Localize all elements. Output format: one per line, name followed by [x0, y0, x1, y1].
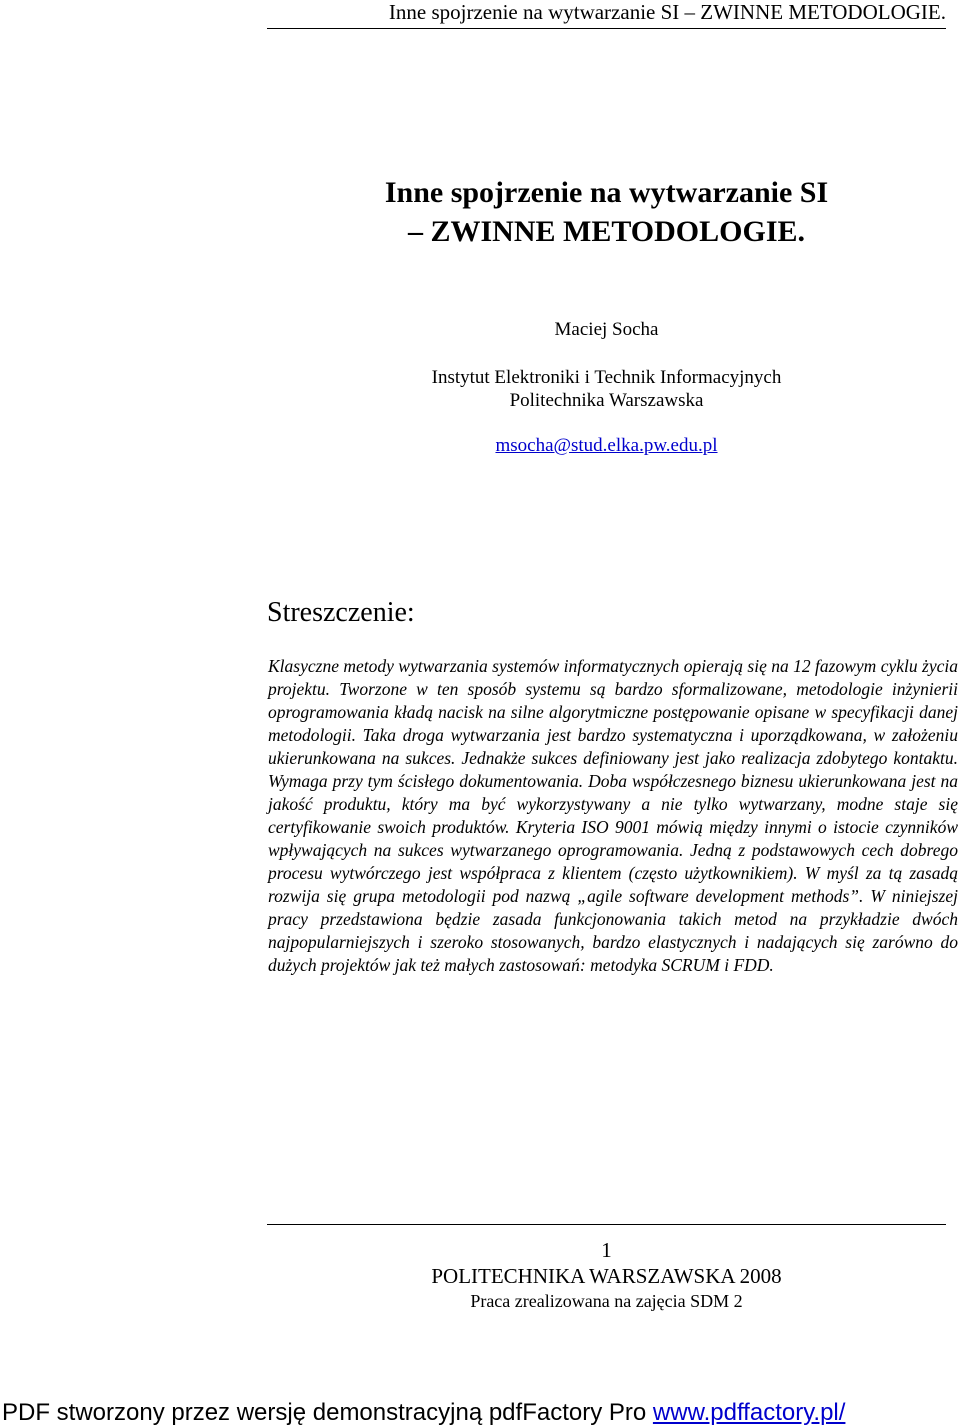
author-email-link[interactable]: msocha@stud.elka.pw.edu.pl [495, 435, 718, 456]
running-header: Inne spojrzenie na wytwarzanie SI – ZWINNE METODOLOGIE. [388, 0, 946, 24]
pdf-watermark-banner [2, 1399, 845, 1427]
pdf-banner-link[interactable]: www.pdffactory.pl/ [652, 1399, 846, 1426]
title-line-2: – ZWINNE METODOLOGIE. [407, 215, 806, 248]
author-name: Maciej Socha [554, 319, 659, 340]
header-rule [267, 28, 946, 29]
document-title [267, 173, 946, 251]
author-email-container [267, 434, 946, 457]
abstract-body: Klasyczne metody wytwarzania systemów informatycznych opierają się na 12 fazowym cyklu życia projektu. Tworzone w ten sposób systemu są bardzo sformalizowane, metodologie inżynierii oprogramowania kładą nacisk na silne algorytmiczne postępowanie opisane w specyfikacji danej metodologii. Taka droga wytwarzania jest bardzo systematyczna i uporządkowana, w założeniu ukierunkowana na sukces. Jednakże sukces definiowany jest jako realizacja zdobytego kontaktu. Wymaga przy tym ścisłego dokumentowania. Doba współczesnego biznesu ukierunkowana jest na jakość produktu, który ma być wykorzystywany a nie tylko wytwarzany, modne staje się certyfikowanie swoich produktów. Kryteria ISO 9001 mówią między innymi o istocie czynników wpływających na sukces wytwarzanego oprogramowania. Jedną z podstawowych cech dobrego procesu wytwórczego jest współpraca z klientem (często użytkownikiem). W myśl za tą zasadą rozwija się grupa metodologii pod nazwą „agile software development methods”. W niniejszej pracy przedstawiona będzie zasada funkcjonowania takich metod na przykładzie dwóch najpopularniejszych i szeroko stosowanych, bardzo elastycznych i nadających się zarówno do dużych projektów jak też małych zastosowań: metodyka SCRUM i FDD. [268, 656, 958, 975]
title-line-1: Inne spojrzenie na wytwarzanie SI [384, 176, 829, 209]
author-university: Politechnika Warszawska [509, 390, 704, 411]
abstract-heading: Streszczenie: [267, 597, 415, 628]
footer-rule [267, 1224, 946, 1225]
footer-note: Praca zrealizowana na zajęcia SDM 2 [470, 1291, 743, 1311]
author-institute: Instytut Elektroniki i Technik Informacyjnych [431, 367, 782, 388]
page-number: 1 [601, 1238, 612, 1262]
pdf-banner-text: PDF stworzony przez wersję demonstracyjną pdfFactory Pro [2, 1399, 653, 1426]
footer-university: POLITECHNIKA WARSZAWSKA 2008 [431, 1264, 782, 1288]
